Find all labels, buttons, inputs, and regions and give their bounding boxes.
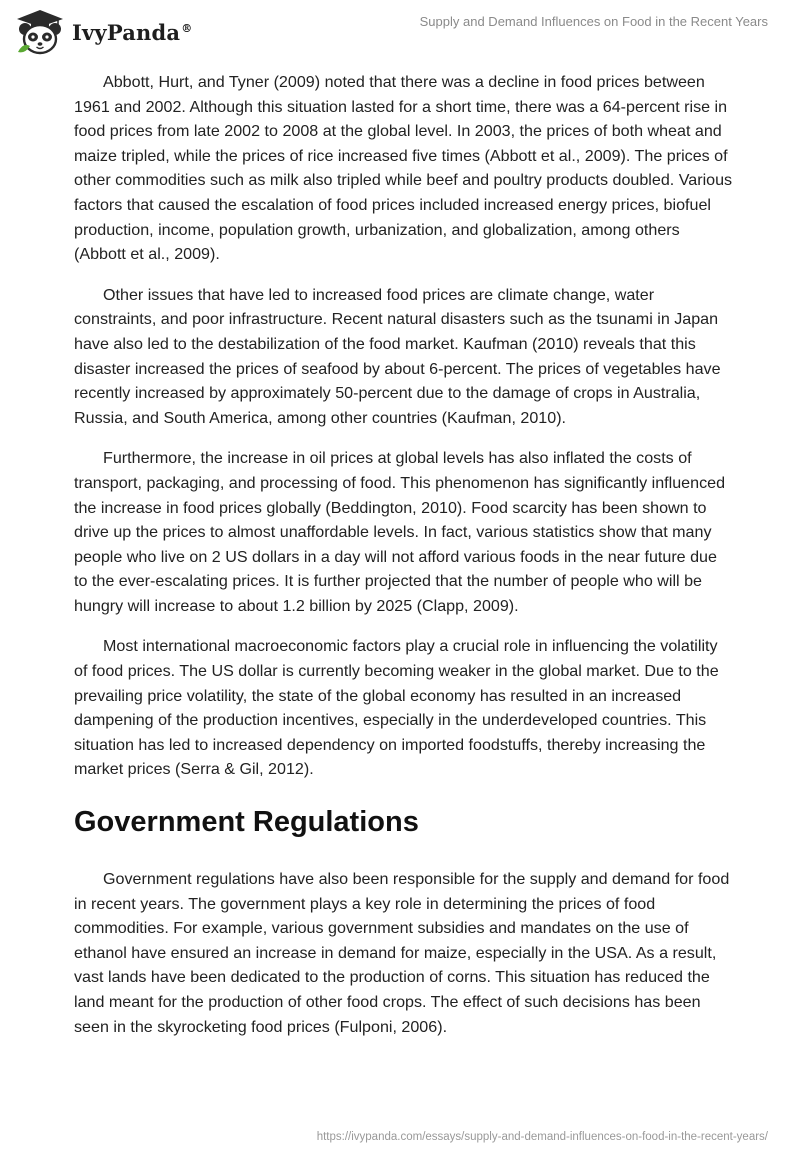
page-header: [0, 0, 800, 60]
paragraph: Abbott, Hurt, and Tyner (2009) noted that there was a decline in food prices between 1961 and 2002. Although this situation lasted for a short time, there was a 64-percent rise in food prices from late 2002 to 2008 at the global level. In 2003, the prices of both wheat and maize tripled, while the prices of rice increased five times (Abbott et al., 2009). The prices of other commodities such as milk also tripled while beef and poultry products doubled. Various factors that caused the escalation of food prices included increased energy prices, biofuel production, income, population growth, urbanization, and globalization, among others (Abbott et al., 2009).: [74, 73, 733, 264]
panda-graduate-icon: [14, 8, 66, 56]
paragraph: Furthermore, the increase in oil prices at global levels has also inflated the costs of transport, packaging, and processing of food. This phenomenon has significantly influenced the increase in food prices globally (Beddington, 2010). Food scarcity has been shown to drive up the prices to almost unaffordable levels. In fact, various statistics show that many people who live on 2 US dollars in a day will not afford various foods in the near future due to the ever-escalating prices. It is further projected that the number of people who will be hungry will increase to about 1.2 billion by 2025 (Clapp, 2009).: [74, 449, 726, 615]
source-url[interactable]: https://ivypanda.com/essays/supply-and-demand-influences-on-food-in-the-recent-years/: [316, 1131, 768, 1143]
ivypanda-logo[interactable]: [14, 8, 192, 56]
running-title: Supply and Demand Influences on Food in the Recent Years: [419, 14, 768, 29]
brand-name: IvyPanda®: [72, 19, 193, 45]
essay-body: [74, 70, 734, 1055]
paragraph: Government regulations have also been responsible for the supply and demand for food in recent years. The government plays a key role in determining the prices of food commodities. For example, various government subsidies and mandates on the use of ethanol have ensured an increase in demand for maize, especially in the USA. As a result, vast lands have been dedicated to the production of corns. This situation has reduced the land meant for the production of other food crops. The effect of such decisions has been seen in the skyrocketing food prices (Fulponi, 2006).: [74, 870, 730, 1036]
section-heading: Government Regulations: [74, 806, 419, 839]
paragraph: Most international macroeconomic factors play a crucial role in influencing the volatility of food prices. The US dollar is currently becoming weaker in the global market. Due to the prevailing price volatility, the state of the global economy has resulted in an increased dampening of the production incentives, especially in the underdeveloped countries. This situation has led to increased dependency on imported foodstuffs, thereby increasing the market prices (Serra & Gil, 2012).: [74, 637, 719, 779]
paragraph: Other issues that have led to increased food prices are climate change, water constraints, and poor infrastructure. Recent natural disasters such as the tsunami in Japan have also led to the destabilization of the food market. Kaufman (2010) reveals that this disaster increased the prices of seafood by about 6-percent. The prices of vegetables have recently increased by approximately 50-percent due to the damage of crops in Australia, Russia, and South America, among other countries (Kaufman, 2010).: [74, 285, 721, 427]
